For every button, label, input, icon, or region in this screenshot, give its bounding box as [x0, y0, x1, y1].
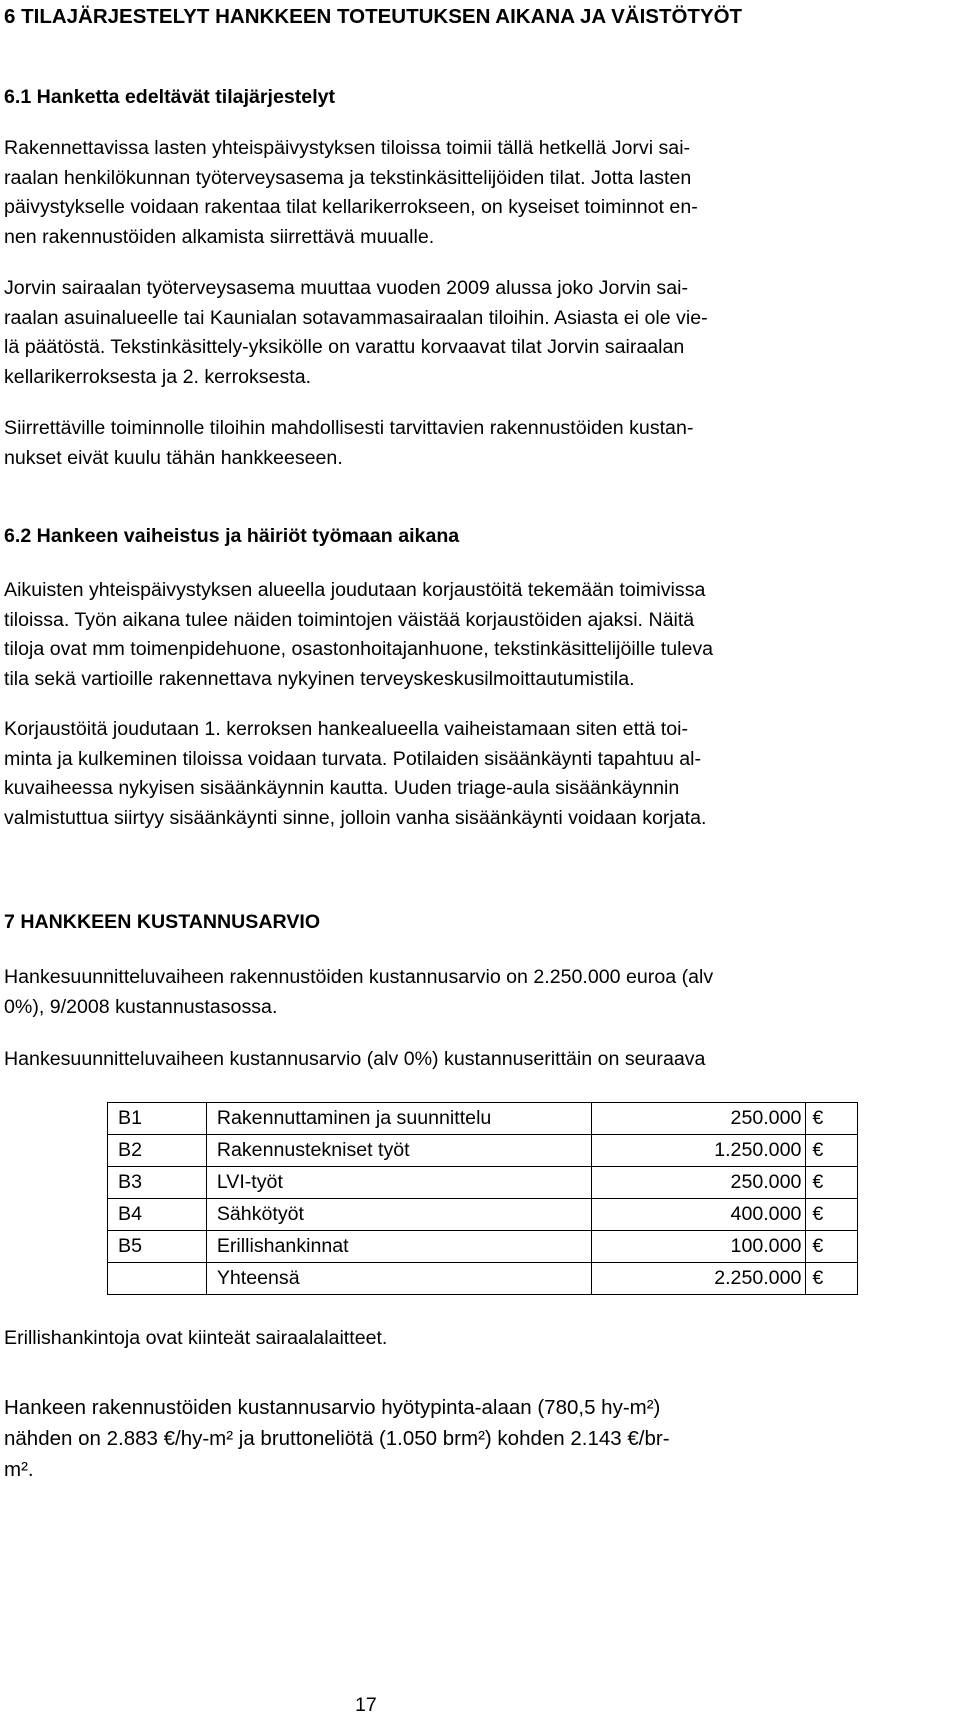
cost-amount: 2.250.000: [592, 1263, 806, 1295]
text-line: Hankeen rakennustöiden kustannusarvio hyötypinta-alaan (780,5 hy-m²): [4, 1396, 661, 1419]
table-row: [108, 1167, 858, 1199]
table-row: [108, 1199, 858, 1231]
text-line: minta ja kulkeminen tiloissa voidaan turvata. Potilaiden sisäänkäynti tapahtuu al-: [4, 747, 702, 770]
text-line: m².: [4, 1458, 34, 1481]
paragraph-renovation-areas: [4, 576, 874, 694]
cost-amount: 250.000: [592, 1167, 806, 1199]
section-6-2-heading: 6.2 Hankeen vaiheistus ja häiriöt työmaan aikana: [4, 525, 460, 547]
paragraph-costs-excluded: [4, 414, 874, 473]
text-line: Rakennettavissa lasten yhteispäivystyksen tiloissa toimii tällä hetkellä Jorvi sai-: [4, 137, 691, 159]
text-line: kuvaiheessa nykyisen sisäänkäynnin kautta. Uuden triage-aula sisäänkäynnin: [4, 777, 680, 799]
table-row: [108, 1231, 858, 1263]
text-line: raalan asuinalueelle tai Kaunialan sotavammasairaalan tiloihin. Asiasta ei ole vie-: [4, 306, 708, 329]
paragraph-breakdown-intro: [4, 1045, 874, 1075]
cost-description: Yhteensä: [206, 1263, 591, 1295]
text-line: nukset eivät kuulu tähän hankkeeseen.: [4, 446, 343, 469]
cost-code: [108, 1263, 207, 1295]
text-line: 0%), 9/2008 kustannustasossa.: [4, 995, 278, 1018]
cost-amount: 250.000: [592, 1103, 806, 1135]
section-7-heading: 7 HANKKEEN KUSTANNUSARVIO: [4, 911, 321, 933]
currency-symbol: €: [806, 1199, 858, 1231]
text-line: lä päätöstä. Tekstinkäsittely-yksikölle on varattu korvaavat tilat Jorvin sairaalan: [4, 336, 685, 358]
currency-symbol: €: [806, 1135, 858, 1167]
paragraph-current-use: [4, 134, 874, 252]
currency-symbol: €: [806, 1167, 858, 1199]
currency-symbol: €: [806, 1231, 858, 1263]
text-line: raalan henkilökunnan työterveysasema ja tekstinkäsittelijöiden tilat. Jotta lasten: [4, 166, 692, 189]
text-line: Hankesuunnitteluvaiheen kustannusarvio (alv 0%) kustannuserittäin on seuraava: [4, 1048, 706, 1070]
paragraph-phasing: [4, 715, 874, 833]
cost-breakdown-table: [107, 1102, 858, 1295]
text-line: päivystykselle voidaan rakentaa tilat kellarikerrokseen, on kyseiset toiminnot en-: [4, 196, 698, 218]
cost-description: LVI-työt: [206, 1167, 591, 1199]
text-line: Siirrettäville toiminnolle tiloihin mahdollisesti tarvittavien rakennustöiden kustan-: [4, 417, 694, 439]
cost-amount: 100.000: [592, 1231, 806, 1263]
cost-description: Rakennuttaminen ja suunnittelu: [206, 1103, 591, 1135]
cost-description: Erillishankinnat: [206, 1231, 591, 1263]
cost-code: B2: [108, 1135, 207, 1167]
text-line: Jorvin sairaalan työterveysasema muuttaa vuoden 2009 alussa joko Jorvin sai-: [4, 277, 688, 299]
text-line: valmistuttua siirtyy sisäänkäynti sinne, jolloin vanha sisäänkäynti voidaan korjata.: [4, 806, 707, 829]
cost-code: B1: [108, 1103, 207, 1135]
text-line: Aikuisten yhteispäivystyksen alueella joudutaan korjaustöitä tekemään toimivissa: [4, 579, 706, 601]
paragraph-fixed-equipment: [4, 1324, 874, 1354]
paragraph-total-estimate: [4, 963, 874, 1022]
text-line: Erillishankintoja ovat kiinteät sairaalalaitteet.: [4, 1327, 388, 1349]
cost-code: B3: [108, 1167, 207, 1199]
currency-symbol: €: [806, 1103, 858, 1135]
cost-amount: 400.000: [592, 1199, 806, 1231]
table-row-total: [108, 1263, 858, 1295]
text-line: tila sekä vartioille rakennettava nykyinen terveyskeskusilmoittautumistila.: [4, 667, 635, 690]
text-line: nähden on 2.883 €/hy-m² ja bruttoneliötä (1.050 brm²) kohden 2.143 €/br-: [4, 1427, 670, 1450]
text-line: kellarikerroksesta ja 2. kerroksesta.: [4, 365, 312, 388]
currency-symbol: €: [806, 1263, 858, 1295]
cost-description: Rakennustekniset työt: [206, 1135, 591, 1167]
section-6-1-heading: 6.1 Hanketta edeltävät tilajärjestelyt: [4, 86, 336, 108]
text-line: tiloja ovat mm toimenpidehuone, osastonhoitajanhuone, tekstinkäsittelijöille tuleva: [4, 638, 714, 660]
table-row: [108, 1103, 858, 1135]
text-line: Hankesuunnitteluvaiheen rakennustöiden kustannusarvio on 2.250.000 euroa (alv: [4, 966, 714, 988]
text-line: tiloissa. Työn aikana tulee näiden toimintojen väistää korjaustöiden ajaksi. Näitä: [4, 608, 695, 631]
cost-description: Sähkötyöt: [206, 1199, 591, 1231]
text-line: nen rakennustöiden alkamista siirrettävä muualle.: [4, 225, 435, 248]
page-number: 17: [355, 1694, 377, 1716]
cost-code: B5: [108, 1231, 207, 1263]
cost-code: B4: [108, 1199, 207, 1231]
table-row: [108, 1135, 858, 1167]
section-6-heading: 6 TILAJÄRJESTELYT HANKKEEN TOTEUTUKSEN AIKANA JA VÄISTÖTYÖT: [4, 5, 743, 28]
text-line: Korjaustöitä joudutaan 1. kerroksen hankealueella vaiheistamaan siten että toi-: [4, 718, 689, 740]
cost-amount: 1.250.000: [592, 1135, 806, 1167]
paragraph-unit-costs: [4, 1392, 874, 1485]
paragraph-relocation: [4, 274, 874, 392]
